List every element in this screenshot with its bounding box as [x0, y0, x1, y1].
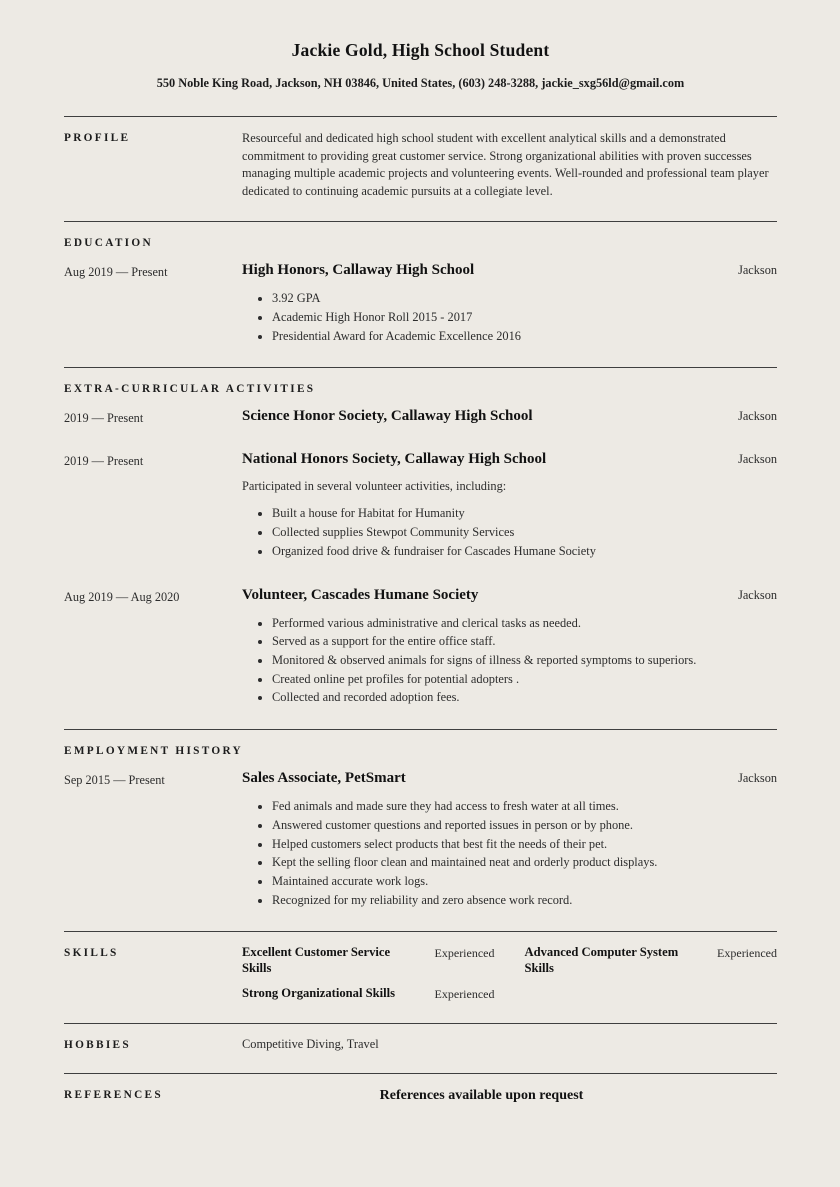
skill-level: Experienced: [434, 987, 495, 1002]
entry-date: Aug 2019 — Present: [64, 265, 168, 280]
skill-level: Experienced: [434, 946, 495, 961]
entry-location: Jackson: [738, 771, 777, 786]
entry-intro: Participated in several volunteer activities, including:: [242, 479, 507, 494]
skill-name: Advanced Computer System Skills: [524, 945, 679, 975]
bullet-list: [242, 505, 777, 559]
section-profile: [64, 116, 777, 221]
entry-date: Sep 2015 — Present: [64, 773, 165, 788]
entry-title: Volunteer, Cascades Humane Society: [242, 586, 479, 603]
entry-location: Jackson: [738, 587, 777, 602]
candidate-name: Jackie Gold, High School Student: [291, 40, 550, 60]
entry-main: [242, 587, 777, 709]
bullet-list: [242, 615, 777, 706]
bullet-item: • Monitored & observed animals for signs of illness & reported symptoms to superiors.: [272, 652, 777, 668]
section-label-employment: EMPLOYMENT HISTORY: [64, 745, 243, 758]
contact-line: 550 Noble King Road, Jackson, NH 03846, United States, (603) 248-3288, jackie_sxg56ld@gmail.com: [156, 76, 685, 90]
section-education: [64, 221, 777, 367]
resume-header: [64, 40, 777, 91]
skill-name: Strong Organizational Skills: [242, 986, 396, 1001]
bullet-list: [242, 798, 777, 908]
bullet-item: • Created online pet profiles for potential adopters .: [272, 671, 777, 687]
entry-title: Sales Associate, PetSmart: [242, 770, 406, 787]
bullet-item: • Fed animals and made sure they had access to fresh water at all times.: [272, 798, 777, 814]
skill-item: [525, 945, 778, 976]
section-hobbies: [64, 1023, 777, 1073]
references-text: References available upon request: [379, 1088, 584, 1104]
bullet-item: • Answered customer questions and reported issues in person or by phone.: [272, 817, 777, 833]
section-employment: [64, 729, 777, 931]
entry-location: Jackson: [738, 263, 777, 278]
bullet-item: • Maintained accurate work logs.: [272, 873, 777, 889]
section-label-extracurricular: EXTRA-CURRICULAR ACTIVITIES: [64, 383, 316, 396]
bullet-item: • Collected supplies Stewpot Community Services: [272, 524, 777, 540]
bullet-item: • Served as a support for the entire office staff.: [272, 633, 777, 649]
section-skills: [64, 931, 777, 1023]
entry-main: [242, 451, 777, 561]
profile-text: Resourceful and dedicated high school student with excellent analytical skills and a demonstrated commitment to providing great customer service. Strong organizational abilities with proven successes managing multiple academic projects and volunteering events. Well-rounded and professional team player dedicated to continuing academic pursuits at a collegiate level.: [242, 131, 769, 198]
bullet-item: • Recognized for my reliability and zero absence work record.: [272, 892, 777, 908]
bullet-item: • Kept the selling floor clean and maintained neat and orderly product displays.: [272, 854, 777, 870]
bullet-item: • Performed various administrative and clerical tasks as needed.: [272, 615, 777, 631]
profile-content: [242, 130, 777, 200]
bullet-item: • Presidential Award for Academic Excellence 2016: [272, 328, 777, 344]
entry-main: [242, 408, 777, 426]
bullet-item: • 3.92 GPA: [272, 290, 777, 306]
bullet-item: • Organized food drive & fundraiser for Cascades Humane Society: [272, 543, 777, 559]
skills-grid: [242, 945, 777, 1002]
bullet-item: • Built a house for Habitat for Humanity: [272, 505, 777, 521]
employment-entry: [64, 770, 777, 910]
entry-date: 2019 — Present: [64, 454, 144, 469]
bullet-item: • Academic High Honor Roll 2015 - 2017: [272, 309, 777, 325]
entry-main: [242, 262, 777, 346]
section-label-hobbies: HOBBIES: [64, 1039, 131, 1052]
extracurricular-entry: [64, 408, 777, 426]
entry-main: [242, 770, 777, 910]
section-label-skills: SKILLS: [64, 947, 119, 960]
section-label-profile: PROFILE: [64, 132, 131, 144]
bullet-list: [242, 290, 777, 344]
entry-title: Science Honor Society, Callaway High School: [242, 408, 533, 425]
section-references: [64, 1073, 777, 1125]
section-extracurricular: [64, 367, 777, 729]
skill-item: [242, 986, 495, 1002]
entry-location: Jackson: [738, 409, 777, 424]
entry-title: National Honors Society, Callaway High School: [242, 451, 547, 468]
section-label-education: EDUCATION: [64, 237, 153, 250]
skill-item: [242, 945, 495, 976]
bullet-item: • Collected and recorded adoption fees.: [272, 689, 777, 705]
entry-date: 2019 — Present: [64, 411, 144, 426]
entry-date: Aug 2019 — Aug 2020: [64, 589, 180, 604]
section-label-references: REFERENCES: [64, 1089, 163, 1102]
entry-location: Jackson: [738, 452, 777, 467]
skill-name: Excellent Customer Service Skills: [242, 945, 391, 975]
entry-title: High Honors, Callaway High School: [242, 262, 475, 279]
extracurricular-entry: [64, 451, 777, 561]
hobbies-text: Competitive Diving, Travel: [242, 1037, 379, 1052]
extracurricular-entry: [64, 587, 777, 709]
bullet-item: • Helped customers select products that best fit the needs of their pet.: [272, 836, 777, 852]
education-entry: [64, 262, 777, 346]
skill-level: Experienced: [717, 946, 777, 961]
